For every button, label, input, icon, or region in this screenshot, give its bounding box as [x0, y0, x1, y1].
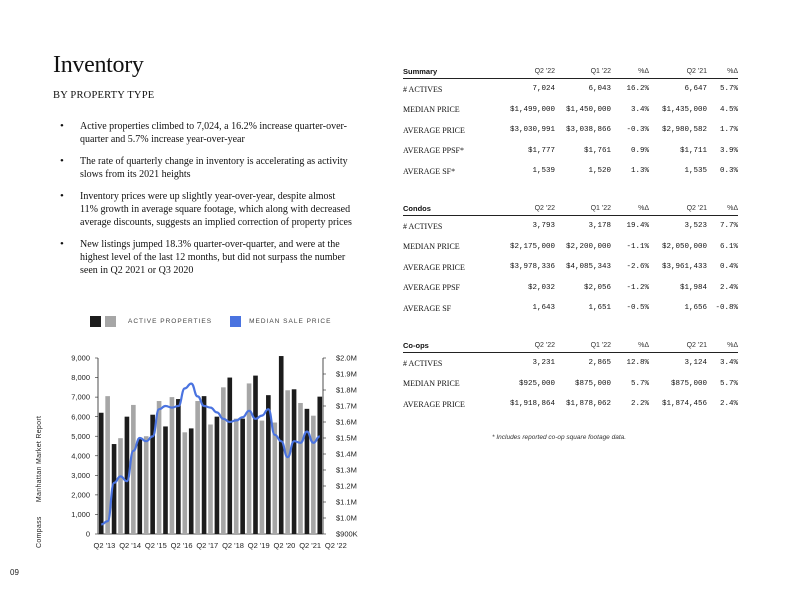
bar-active-properties: [157, 401, 162, 534]
y2-tick-label: $1.2M: [336, 481, 357, 491]
column-header: %Δ: [707, 64, 738, 79]
table-cell: -2.6%: [626, 263, 649, 272]
row-label: AVERAGE PRICE: [403, 125, 465, 135]
y-tick-label: 2,000: [71, 490, 90, 500]
condos-table: [403, 201, 738, 319]
bar-active-properties: [298, 403, 303, 534]
table-cell: 3.9%: [719, 146, 738, 155]
y2-tick-label: $1.8M: [336, 385, 357, 395]
page-number: 09: [10, 568, 19, 577]
x-tick-label: Q2 '13: [93, 541, 116, 550]
bar-active-properties: [208, 424, 213, 534]
table-cell: 3,178: [588, 222, 611, 231]
table-title: Condos: [403, 201, 495, 216]
table-row: [403, 353, 738, 374]
column-header: %Δ: [611, 64, 649, 79]
table-cell: $3,038,866: [565, 126, 611, 135]
bar-active-properties: [234, 419, 239, 534]
table-row: [403, 237, 738, 258]
y2-tick-label: $1.7M: [336, 401, 357, 411]
table-cell: 1,535: [684, 167, 707, 176]
table-cell: 3,793: [532, 222, 555, 231]
table-cell: 3,124: [684, 359, 707, 368]
table-title: Co-ops: [403, 338, 495, 353]
row-label: # ACTIVES: [403, 358, 443, 368]
column-header: Q1 '22: [555, 338, 611, 353]
bar-active-properties: [227, 378, 232, 534]
table-cell: 1,539: [532, 167, 555, 176]
table-row: [403, 79, 738, 100]
table-cell: $2,056: [583, 283, 611, 292]
table-row: [403, 257, 738, 278]
bar-active-properties: [253, 376, 258, 534]
column-header: %Δ: [611, 338, 649, 353]
bar-active-properties: [202, 396, 207, 534]
table-cell: $1,874,456: [661, 400, 707, 409]
legend-active-label: ACTIVE PROPERTIES: [128, 318, 213, 325]
y-tick-label: 8,000: [71, 373, 90, 383]
x-tick-label: Q2 '19: [247, 541, 270, 550]
table-cell: $875,000: [670, 379, 707, 388]
x-tick-label: Q2 '15: [144, 541, 167, 550]
table-header-row: [403, 64, 738, 79]
table-row: [403, 161, 738, 182]
bar-active-properties: [305, 409, 310, 534]
table-cell: $2,200,000: [565, 242, 611, 251]
y2-tick-label: $1.6M: [336, 417, 357, 427]
table-header-row: [403, 201, 738, 216]
bar-active-properties: [176, 399, 181, 534]
legend-median-label: MEDIAN SALE PRICE: [249, 318, 332, 325]
x-tick-label: Q2 '22: [324, 541, 347, 550]
x-tick-label: Q2 '21: [299, 541, 322, 550]
bar-active-properties: [221, 387, 226, 534]
column-header: Q2 '22: [495, 338, 555, 353]
page-subtitle: BY PROPERTY TYPE: [53, 90, 155, 101]
table-cell: -0.3%: [626, 126, 649, 135]
table-cell: $1,777: [527, 146, 555, 155]
table-cell: 2.4%: [719, 283, 738, 292]
row-label: AVERAGE PPSF: [403, 283, 460, 293]
x-tick-label: Q2 '16: [170, 541, 193, 550]
table-cell: $4,085,343: [565, 263, 611, 272]
bar-active-properties: [99, 413, 104, 534]
y-tick-label: 5,000: [71, 431, 90, 441]
table-row: [403, 141, 738, 162]
table-row: [403, 394, 738, 415]
table-cell: $1,499,000: [509, 105, 555, 114]
y-tick-label: 1,000: [71, 510, 90, 520]
y2-tick-label: $900K: [336, 529, 358, 539]
bar-active-properties: [260, 421, 265, 534]
table-cell: $3,961,433: [661, 263, 707, 272]
bar-active-properties: [131, 405, 136, 534]
column-header: %Δ: [707, 338, 738, 353]
table-cell: 0.4%: [719, 263, 738, 272]
footnote: * Includes reported co-op square footage data.: [492, 434, 627, 441]
table-cell: 1,651: [588, 304, 611, 313]
table-cell: $1,450,000: [565, 105, 611, 114]
table-cell: 2.2%: [630, 400, 649, 409]
table-cell: 6,647: [684, 85, 707, 94]
column-header: Q2 '21: [649, 64, 707, 79]
bar-active-properties: [272, 423, 277, 534]
bar-active-properties: [247, 383, 252, 534]
y2-tick-label: $1.1M: [336, 497, 357, 507]
coops-table: [403, 338, 738, 415]
row-label: MEDIAN PRICE: [403, 105, 460, 115]
bar-active-properties: [317, 397, 322, 534]
table-cell: 3.4%: [719, 359, 738, 368]
table-cell: 1,643: [532, 304, 555, 313]
bar-active-properties: [118, 438, 123, 534]
y2-tick-label: $1.0M: [336, 513, 357, 523]
table-cell: $1,435,000: [661, 105, 707, 114]
table-cell: 5.7%: [630, 379, 649, 388]
table-row: [403, 216, 738, 237]
table-row: [403, 120, 738, 141]
row-label: MEDIAN PRICE: [403, 379, 460, 389]
y-tick-label: 3,000: [71, 470, 90, 480]
column-header: Q2 '22: [495, 64, 555, 79]
bar-active-properties: [292, 389, 297, 534]
bar-active-properties: [285, 390, 290, 534]
table-cell: 1.7%: [719, 126, 738, 135]
column-header: Q2 '21: [649, 338, 707, 353]
y2-tick-label: $1.4M: [336, 449, 357, 459]
table-cell: 16.2%: [626, 85, 649, 94]
table-cell: 0.9%: [630, 146, 649, 155]
y-tick-label: 7,000: [71, 392, 90, 402]
table-cell: $2,980,582: [661, 126, 707, 135]
row-label: # ACTIVES: [403, 84, 443, 94]
table-cell: -1.1%: [626, 242, 649, 251]
y-tick-label: 6,000: [71, 412, 90, 422]
table-cell: 5.7%: [719, 85, 738, 94]
table-cell: $2,050,000: [661, 242, 707, 251]
report-name: Manhattan Market Report: [36, 415, 43, 503]
bar-active-properties: [215, 417, 220, 534]
bullet-item: • Inventory prices were up slightly year-over-year, despite almost 11% growth in average square footage, which along with decreased average discounts, suggests an implied correction of property prices: [60, 190, 352, 229]
x-tick-label: Q2 '18: [222, 541, 244, 550]
y2-tick-label: $1.5M: [336, 433, 357, 443]
table-cell: 4.5%: [719, 105, 738, 114]
table-row: [403, 278, 738, 299]
row-label: AVERAGE PPSF*: [403, 146, 464, 156]
row-label: MEDIAN PRICE: [403, 242, 460, 252]
row-label: AVERAGE SF: [403, 303, 452, 313]
table-cell: 1,520: [588, 167, 611, 176]
table-cell: 12.8%: [626, 359, 649, 368]
table-cell: 2.4%: [719, 400, 738, 409]
column-header: Q1 '22: [555, 64, 611, 79]
column-header: Q2 '22: [495, 201, 555, 216]
bar-active-properties: [240, 419, 245, 534]
table-cell: $1,711: [679, 146, 707, 155]
table-cell: $925,000: [518, 379, 555, 388]
table-cell: 3,523: [684, 222, 707, 231]
table-row: [403, 374, 738, 395]
bullet-item: • Active properties climbed to 7,024, a 16.2% increase quarter-over-quarter and 5.7% increase year-over-year: [60, 120, 352, 146]
brand-name: Compass: [36, 516, 43, 548]
table-cell: 3,231: [532, 359, 555, 368]
bar-active-properties: [170, 397, 175, 534]
x-tick-label: Q2 '20: [273, 541, 296, 550]
table-header-row: [403, 338, 738, 353]
table-cell: $2,032: [527, 283, 555, 292]
bar-active-properties: [144, 436, 149, 534]
table-cell: $2,175,000: [509, 242, 555, 251]
table-row: [403, 100, 738, 121]
table-cell: 3.4%: [630, 105, 649, 114]
x-tick-label: Q2 '17: [196, 541, 219, 550]
table-cell: 0.3%: [719, 167, 738, 176]
x-tick-label: Q2 '14: [119, 541, 142, 550]
table-cell: 1.3%: [630, 167, 649, 176]
table-cell: $1,878,062: [565, 400, 611, 409]
table-cell: 6,043: [588, 85, 611, 94]
summary-table: [403, 64, 738, 182]
row-label: AVERAGE SF*: [403, 166, 456, 176]
bar-active-properties: [195, 401, 200, 534]
table-title: Summary: [403, 64, 495, 79]
y2-tick-label: $1.3M: [336, 465, 357, 475]
table-cell: $3,978,336: [509, 263, 555, 272]
table-cell: -0.5%: [626, 304, 649, 313]
column-header: %Δ: [707, 201, 738, 216]
bullet-item: • New listings jumped 18.3% quarter-over-quarter, and were at the highest level of the last 12 months, but did not surpass the number seen in Q2 2021 or Q3 2020: [60, 238, 352, 277]
page-title: Inventory: [53, 52, 144, 78]
table-cell: $1,761: [583, 146, 611, 155]
y-tick-label: 0: [85, 529, 90, 539]
row-label: # ACTIVES: [403, 221, 443, 231]
bullet-item: • The rate of quarterly change in inventory is accelerating as activity slows from its 2021 heights: [60, 155, 352, 181]
column-header: Q2 '21: [649, 201, 707, 216]
bar-active-properties: [311, 416, 316, 534]
table-cell: 6.1%: [719, 242, 738, 251]
bar-active-properties: [182, 432, 187, 534]
column-header: Q1 '22: [555, 201, 611, 216]
y-tick-label: 4,000: [71, 451, 90, 461]
table-cell: 7,024: [532, 85, 555, 94]
y-tick-label: 9,000: [71, 353, 90, 363]
table-cell: $875,000: [574, 379, 611, 388]
y2-tick-label: $2.0M: [336, 353, 357, 363]
table-cell: 7.7%: [719, 222, 738, 231]
bar-active-properties: [163, 426, 168, 534]
table-cell: 19.4%: [626, 222, 649, 231]
table-cell: $1,984: [679, 283, 707, 292]
bar-active-properties: [137, 438, 142, 534]
bar-active-properties: [189, 428, 194, 534]
row-label: AVERAGE PRICE: [403, 262, 465, 272]
table-row: [403, 298, 738, 319]
table-cell: $1,918,864: [509, 400, 555, 409]
table-cell: -0.8%: [715, 304, 738, 313]
table-cell: 1,656: [684, 304, 707, 313]
table-cell: 5.7%: [719, 379, 738, 388]
table-cell: -1.2%: [626, 283, 649, 292]
column-header: %Δ: [611, 201, 649, 216]
y2-tick-label: $1.9M: [336, 369, 357, 379]
row-label: AVERAGE PRICE: [403, 399, 465, 409]
table-cell: $3,030,991: [509, 126, 555, 135]
table-cell: 2,865: [588, 359, 611, 368]
